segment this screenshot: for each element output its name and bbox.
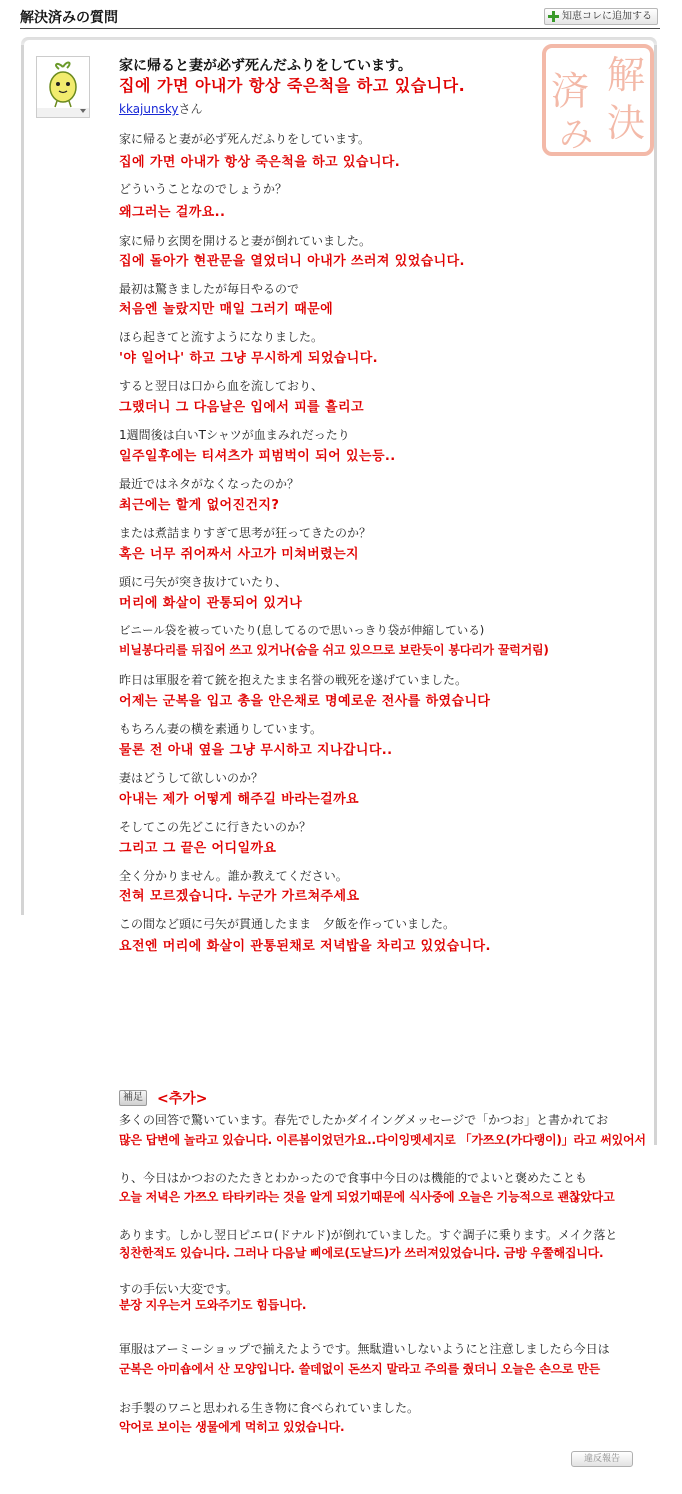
- body-line-kr: 머리에 화살이 관통되어 있거나: [119, 596, 303, 611]
- body-line-jp: すると翌日は口から血を流しており、: [119, 379, 324, 393]
- add-to-collection-label: 知恵コレに追加する: [562, 11, 652, 22]
- supplement-line-jp: すの手伝い大変です。: [119, 1282, 239, 1296]
- body-line-kr: 그리고 그 끝은 어디일까요: [119, 841, 277, 856]
- page-header: [20, 6, 660, 29]
- body-line-jp: または煮詰まりすぎて思考が狂ってきたのか？: [119, 526, 372, 540]
- body-line-jp: もちろん妻の横を素通りしています。: [119, 722, 323, 736]
- question-title-translation: 집에 가면 아내가 항상 죽은척을 하고 있습니다.: [119, 76, 466, 95]
- body-line-kr: 집에 가면 아내가 항상 죽은척을 하고 있습니다.: [119, 155, 401, 170]
- supplement-line-jp: お手製のワニと思われる生き物に食べられていました。: [119, 1401, 420, 1415]
- avatar[interactable]: [36, 56, 90, 110]
- body-line-kr: '야 일어나' 하고 그냥 무시하게 되었습니다.: [119, 351, 379, 366]
- supplement-badge: 補足: [119, 1090, 147, 1106]
- resolved-stamp-icon: [540, 42, 656, 158]
- supplement-line-kr: 군복은 아미숍에서 산 모양입니다. 쓸데없이 돈쓰지 말라고 주의를 줬더니 오늘은 손으로 만든: [119, 1362, 601, 1376]
- svg-text:済: 済: [550, 69, 590, 113]
- author-honorific: さん: [178, 102, 203, 116]
- supplement-heading: <추가>: [157, 1091, 208, 1107]
- chevron-down-icon: [80, 109, 86, 113]
- body-line-kr: 아내는 제가 어떻게 해주길 바라는걸까요: [119, 792, 359, 807]
- supplement-line-jp: 多くの回答で驚いています。春先でしたかダイイングメッセージで「かつお」と書かれてお: [119, 1113, 609, 1127]
- supplement-line-kr: 오늘 저녁은 가쯔오 타타키라는 것을 알게 되었기때문에 식사중에 오늘은 기능적으로 괜찮았다고: [119, 1190, 615, 1204]
- svg-text:み: み: [559, 115, 593, 155]
- supplement-line-jp: 軍服はアーミーショップで揃えたようです。無駄遣いしないようにと注意しましたら今日は: [119, 1342, 610, 1356]
- body-line-kr: 최근에는 할게 없어진건지?: [119, 498, 280, 513]
- sprout-mascot-icon: [37, 57, 89, 109]
- plus-icon: [548, 11, 559, 22]
- body-line-jp: ビニール袋を被っていたり(息してるので思いっきり袋が伸縮している): [119, 623, 485, 637]
- author-link[interactable]: kkajunsky: [119, 102, 179, 116]
- svg-text:解: 解: [606, 53, 646, 97]
- author-line: [119, 100, 202, 117]
- body-line-jp: 頭に弓矢が突き抜けていたり、: [119, 575, 288, 589]
- body-line-kr: 물론 전 아내 옆을 그냥 무시하고 지나갑니다..: [119, 743, 393, 758]
- body-line-kr: 어제는 군복을 입고 총을 안은채로 명예로운 전사를 하였습니다: [119, 694, 491, 709]
- body-line-kr: 혹은 너무 쥐어짜서 사고가 미쳐버렸는지: [119, 547, 359, 562]
- body-line-jp: 妻はどうして欲しいのか？: [119, 771, 264, 785]
- body-line-kr: 비닐봉다리를 뒤집어 쓰고 있거나(숨을 쉬고 있으므로 보란듯이 봉다리가 꿀럭거림): [119, 643, 549, 657]
- report-violation-button[interactable]: 違反報告: [571, 1451, 633, 1467]
- page-title: 解決済みの質問: [20, 10, 118, 26]
- avatar-menu-dropdown[interactable]: [36, 108, 90, 118]
- body-line-jp: 全く分かりません。誰か教えてください。: [119, 869, 348, 883]
- supplement-line-kr: 분장 지우는거 도와주기도 힘듭니다.: [119, 1298, 307, 1312]
- body-line-kr: 집에 돌아가 현관문을 열었더니 아내가 쓰러져 있었습니다.: [119, 254, 465, 269]
- body-line-jp: 昨日は軍服を着て銃を抱えたまま名誉の戦死を遂げていました。: [119, 673, 468, 687]
- supplement-line-kr: 많은 답변에 놀라고 있습니다. 이른봄이었던가요..다이잉멧세지로 「가쯔오(가다랭이)」라고 써있어서: [119, 1133, 646, 1147]
- body-line-jp: この間など頭に弓矢が貫通したまま 夕飯を作っていました。: [119, 917, 456, 931]
- body-line-jp: 最近ではネタがなくなったのか？: [119, 477, 300, 491]
- body-line-jp: どういうことなのでしょうか？: [119, 182, 288, 196]
- body-line-kr: 처음엔 놀랐지만 매일 그러기 때문에: [119, 302, 334, 317]
- add-to-collection-button[interactable]: [544, 8, 658, 25]
- body-line-jp: 最初は驚きましたが毎日やるので: [119, 282, 300, 296]
- supplement-line-jp: り、今日はかつおのたたきとわかったので食事中今日のは機能的でよいと褒めたことも: [119, 1171, 588, 1185]
- panel-left-border: [21, 45, 24, 915]
- body-line-jp: そしてこの先どこに行きたいのか？: [119, 820, 312, 834]
- body-line-kr: 그랬더니 그 다음날은 입에서 피를 흘리고: [119, 400, 364, 415]
- svg-text:決: 決: [606, 101, 646, 145]
- supplement-line-jp: あります。しかし翌日ピエロ(ドナルド)が倒れていました。すぐ調子に乗ります。メイク落と: [119, 1228, 618, 1242]
- body-line-kr: 왜그러는 걸까요..: [119, 205, 226, 220]
- body-line-jp: ほら起きてと流すようになりました。: [119, 330, 324, 344]
- body-line-kr: 전혀 모르겠습니다. 누군가 가르쳐주세요: [119, 889, 360, 904]
- supplement-line-kr: 칭찬한적도 있습니다. 그러나 다음날 삐에로(도날드)가 쓰러져있었습니다. 금방 우쭐해집니다.: [119, 1246, 604, 1260]
- body-line-jp: 1週間後は白いTシャツが血まみれだったり: [119, 428, 350, 442]
- body-line-kr: 요전엔 머리에 화살이 관통된채로 저녁밥을 차리고 있었습니다.: [119, 939, 491, 954]
- panel-right-border: [654, 45, 657, 1145]
- supplement-line-kr: 악어로 보이는 생물에게 먹히고 있었습니다.: [119, 1420, 345, 1434]
- body-line-kr: 일주일후에는 티셔츠가 피범벅이 되어 있는등..: [119, 449, 396, 464]
- body-line-jp: 家に帰ると妻が必ず死んだふりをしています。: [119, 132, 371, 146]
- body-line-jp: 家に帰り玄関を開けると妻が倒れていました。: [119, 234, 372, 248]
- question-title: 家に帰ると妻が必ず死んだふりをしています。: [119, 58, 412, 74]
